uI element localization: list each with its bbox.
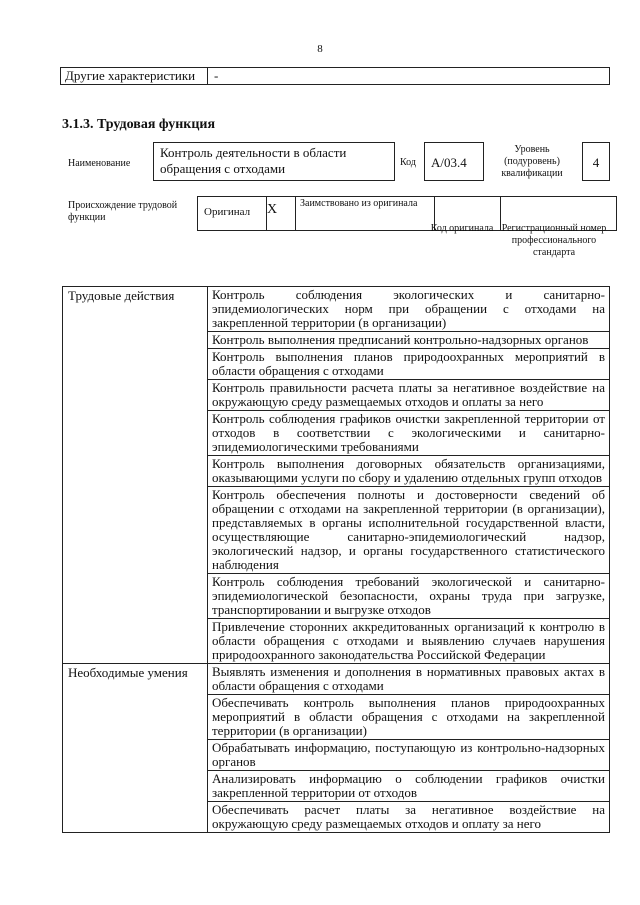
required-skill: Анализировать информацию о соблюдении графиков очистки закрепленной территории от отходов bbox=[208, 771, 610, 802]
labor-action: Контроль соблюдения экологических и санитарно-эпидемиологических норм при обращении с отходами на закрепленной территории (в организации) bbox=[208, 287, 610, 332]
code-value: A/03.4 bbox=[424, 142, 484, 181]
other-characteristics-label: Другие характеристики bbox=[61, 68, 208, 85]
labor-action: Контроль соблюдения графиков очистки закрепленной территории от отходов в соответствии с экологическими и санитарно-эпидемиологическими требованиями bbox=[208, 411, 610, 456]
required-skill: Обеспечивать контроль выполнения планов природоохранных мероприятий в области обращения с отходами на закрепленной территории (в организации) bbox=[208, 695, 610, 740]
registration-number-caption: Регистрационный номер профессионального стандарта bbox=[501, 223, 607, 258]
section-heading: 3.1.3. Трудовая функция bbox=[62, 117, 216, 132]
other-characteristics-value: - bbox=[208, 68, 610, 85]
page-number: 8 bbox=[317, 43, 323, 55]
qualification-level-label: Уровень (подуровень) квалификации bbox=[501, 144, 563, 179]
origin-label: Происхождение трудовой функции bbox=[68, 200, 178, 223]
table-row bbox=[61, 68, 610, 85]
other-characteristics-table bbox=[60, 67, 610, 85]
code-label: Код bbox=[400, 157, 416, 168]
required-skills-label: Необходимые умения bbox=[63, 664, 208, 833]
qualification-level-value: 4 bbox=[582, 142, 610, 181]
original-mark: X bbox=[267, 197, 296, 231]
labor-action: Контроль выполнения договорных обязательств организациями, оказывающими услуги по сбору и удалению отдельных групп отходов bbox=[208, 456, 610, 487]
labor-action: Контроль правильности расчета платы за негативное воздействие на окружающую среду размещаемых отходов и оплаты за него bbox=[208, 380, 610, 411]
required-skill: Выявлять изменения и дополнения в нормативных правовых актах в области обращения с отходами bbox=[208, 664, 610, 695]
original-label: Оригинал bbox=[198, 197, 267, 231]
required-skill: Обрабатывать информацию, поступающую из контрольно-надзорных органов bbox=[208, 740, 610, 771]
labor-actions-label: Трудовые действия bbox=[63, 287, 208, 664]
table-row bbox=[63, 287, 610, 332]
required-skill: Обеспечивать расчет платы за негативное воздействие на окружающую среду размещаемых отходов и оплату за него bbox=[208, 802, 610, 833]
labor-function-table bbox=[62, 286, 610, 833]
labor-action: Контроль соблюдения требований экологической и санитарно-эпидемиологической безопасности, охраны труда при загрузке, транспортировании и выгрузке отходов bbox=[208, 574, 610, 619]
labor-action: Контроль выполнения предписаний контрольно-надзорных органов bbox=[208, 332, 610, 349]
borrowed-label: Заимствовано из оригинала bbox=[296, 197, 435, 231]
origin-code-caption: Код оригинала bbox=[430, 223, 494, 234]
name-label: Наименование bbox=[68, 158, 131, 169]
labor-action: Привлечение сторонних аккредитованных организаций к контролю в области обращения с отходами и выявлению случаев нарушения природоохранного законодательства Российской Федерации bbox=[208, 619, 610, 664]
name-value: Контроль деятельности в области обращения с отходами bbox=[153, 142, 395, 181]
labor-action: Контроль обеспечения полноты и достоверности сведений об обращении с отходами на закрепленной территории (в организации), представляемых в органы исполнительной государственной власти, осуществляющие санитарно-эпидемиологический надзор, экологический надзор, и органы государственного статистического наблюдения bbox=[208, 487, 610, 574]
labor-action: Контроль выполнения планов природоохранных мероприятий в области обращения с отходами bbox=[208, 349, 610, 380]
table-row bbox=[63, 664, 610, 695]
